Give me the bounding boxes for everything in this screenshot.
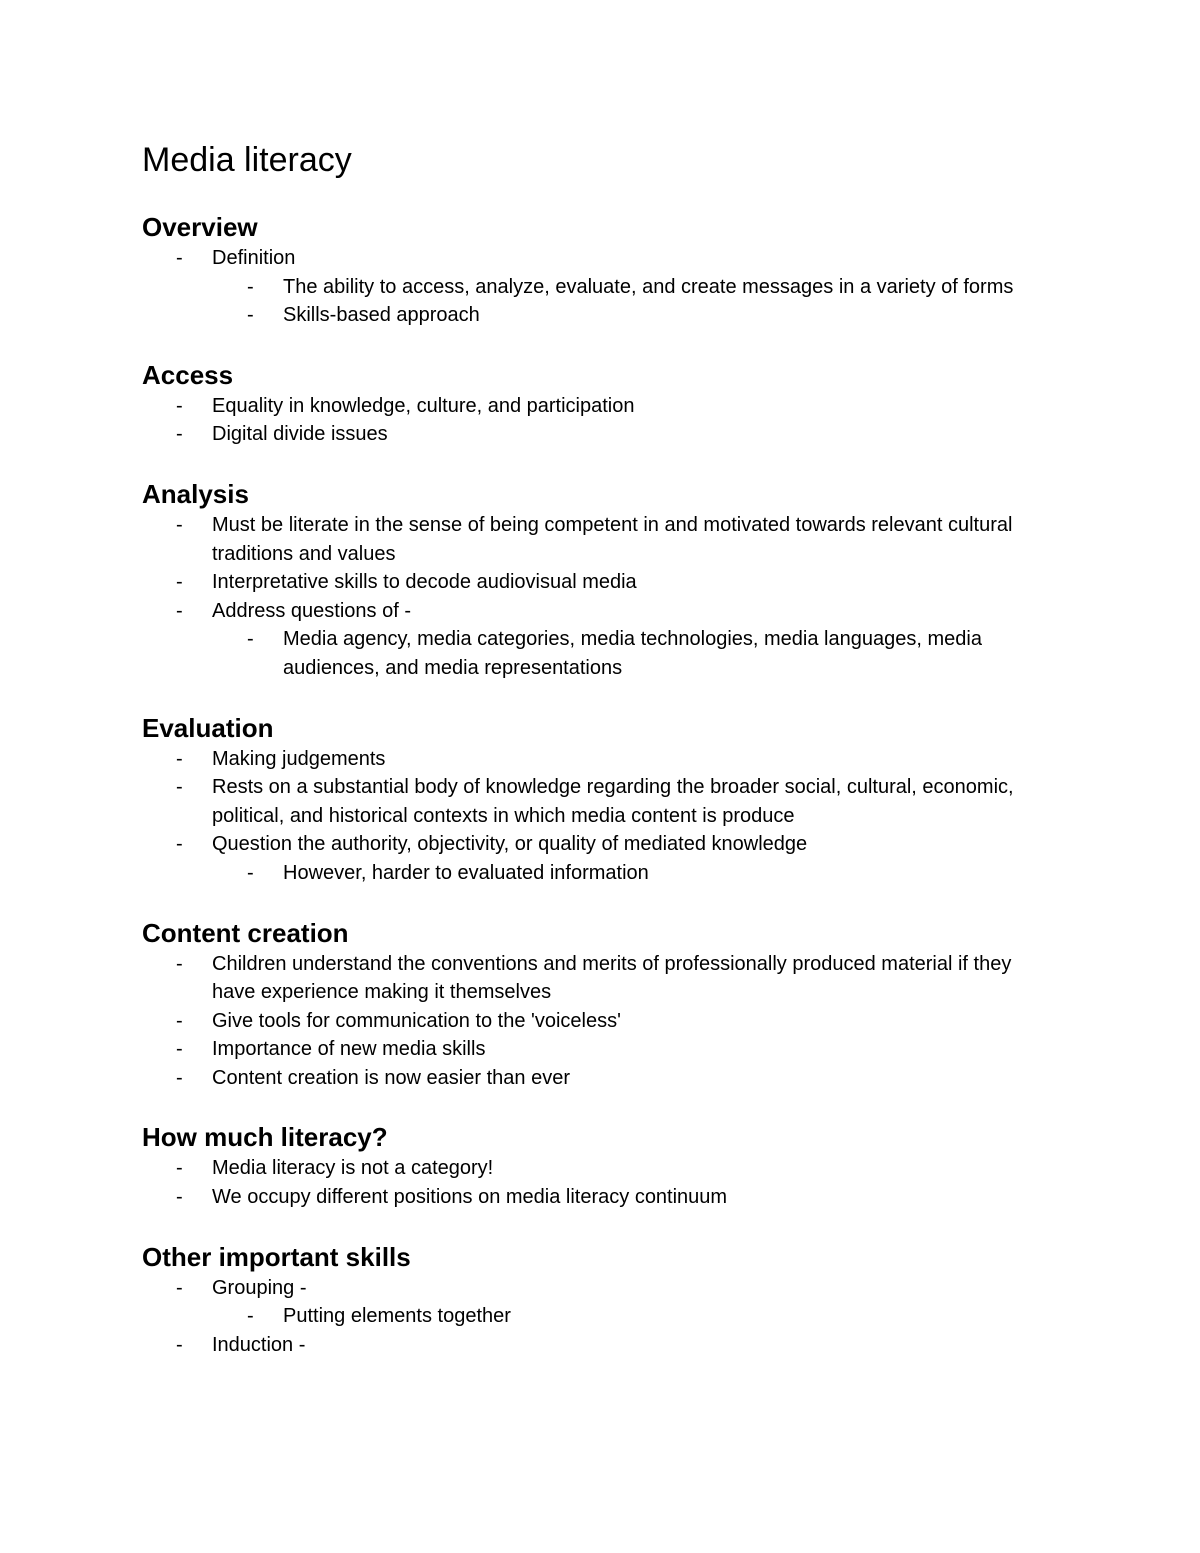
list-item [142,859,1042,888]
list-item-text: We occupy different positions on media literacy continuum [212,1186,728,1209]
document-body [142,210,1042,1359]
list-item [142,1302,1042,1331]
list-item [142,597,1042,626]
list-item-text: Digital divide issues [212,423,388,446]
list-item-text: The ability to access, analyze, evaluate, and create messages in a variety of forms [283,275,1014,298]
bullet-list [142,1154,1042,1211]
section-overview [142,210,1042,330]
bullet-list [142,511,1042,683]
list-item [142,950,1042,1007]
dash-bullet-icon: - [247,628,254,651]
dash-bullet-icon: - [176,1333,183,1356]
section-analysis [142,477,1042,683]
bullet-list [142,745,1042,888]
list-item-text: Must be literate in the sense of being competent in and motivated towards relevant cultural traditions and values [212,513,1013,565]
list-item [142,830,1042,859]
list-item-text: Address questions of - [212,599,411,622]
section-evaluation [142,711,1042,888]
dash-bullet-icon: - [176,1157,183,1180]
list-item [142,773,1042,830]
list-item-text: Interpretative skills to decode audiovisual media [212,571,637,594]
section-heading: Content creation [142,917,349,948]
dash-bullet-icon: - [247,304,254,327]
list-item [142,625,1042,682]
dash-bullet-icon: - [247,275,254,298]
list-item [142,511,1042,568]
list-item-text: Grouping - [212,1276,307,1299]
bullet-list [142,950,1042,1093]
dash-bullet-icon: - [176,394,183,417]
list-item [142,1007,1042,1036]
section-how-much-literacy [142,1120,1042,1211]
bullet-list [142,392,1042,449]
list-item-text: However, harder to evaluated information [283,861,649,884]
list-item-text: Importance of new media skills [212,1038,486,1061]
list-item [142,745,1042,774]
section-heading: Analysis [142,478,249,509]
bullet-list [142,244,1042,330]
list-item-text: Children understand the conventions and merits of professionally produced material if they have experience making it themselves [212,952,1012,1004]
list-item [142,1274,1042,1303]
dash-bullet-icon: - [176,571,183,594]
list-item [142,1331,1042,1360]
list-item [142,568,1042,597]
dash-bullet-icon: - [247,1305,254,1328]
dash-bullet-icon: - [176,513,183,536]
document-title: Media literacy [142,141,352,179]
list-item-text: Making judgements [212,747,386,770]
dash-bullet-icon: - [176,599,183,622]
dash-bullet-icon: - [176,1186,183,1209]
list-item-text: Skills-based approach [283,304,480,327]
list-item [142,273,1042,302]
section-heading: Overview [142,212,258,242]
list-item [142,392,1042,421]
list-item [142,1183,1042,1212]
section-heading: Other important skills [142,1241,411,1272]
dash-bullet-icon: - [247,861,254,884]
list-item-text: Content creation is now easier than ever [212,1066,570,1089]
dash-bullet-icon: - [176,833,183,856]
section-heading: How much literacy? [142,1122,388,1153]
list-item [142,244,1042,273]
dash-bullet-icon: - [176,1276,183,1299]
list-item-text: Media agency, media categories, media technologies, media languages, media audiences, and media representations [283,628,982,679]
list-item-text: Give tools for communication to the 'voiceless' [212,1009,621,1032]
section-content-creation [142,916,1042,1093]
bullet-list [142,1274,1042,1360]
dash-bullet-icon: - [176,1009,183,1032]
list-item-text: Media literacy is not a category! [212,1157,494,1180]
dash-bullet-icon: - [176,747,183,770]
dash-bullet-icon: - [176,247,183,269]
list-item [142,301,1042,330]
dash-bullet-icon: - [176,952,183,975]
dash-bullet-icon: - [176,1066,183,1089]
section-access [142,358,1042,449]
list-item-text: Induction - [212,1333,306,1356]
dash-bullet-icon: - [176,423,183,446]
document-page [142,138,1042,1387]
list-item [142,420,1042,449]
list-item [142,1064,1042,1093]
list-item-text: Definition [212,247,296,269]
list-item-text: Question the authority, objectivity, or quality of mediated knowledge [212,833,808,856]
dash-bullet-icon: - [176,1038,183,1061]
list-item [142,1035,1042,1064]
list-item-text: Putting elements together [283,1305,511,1328]
dash-bullet-icon: - [176,776,183,799]
list-item [142,1154,1042,1183]
section-other-important-skills [142,1240,1042,1360]
list-item-text: Equality in knowledge, culture, and participation [212,394,635,417]
section-heading: Access [142,359,234,390]
list-item-text: Rests on a substantial body of knowledge regarding the broader social, cultural, economic, political, and historical contexts in which media content is produce [212,776,1014,827]
section-heading: Evaluation [142,712,274,743]
